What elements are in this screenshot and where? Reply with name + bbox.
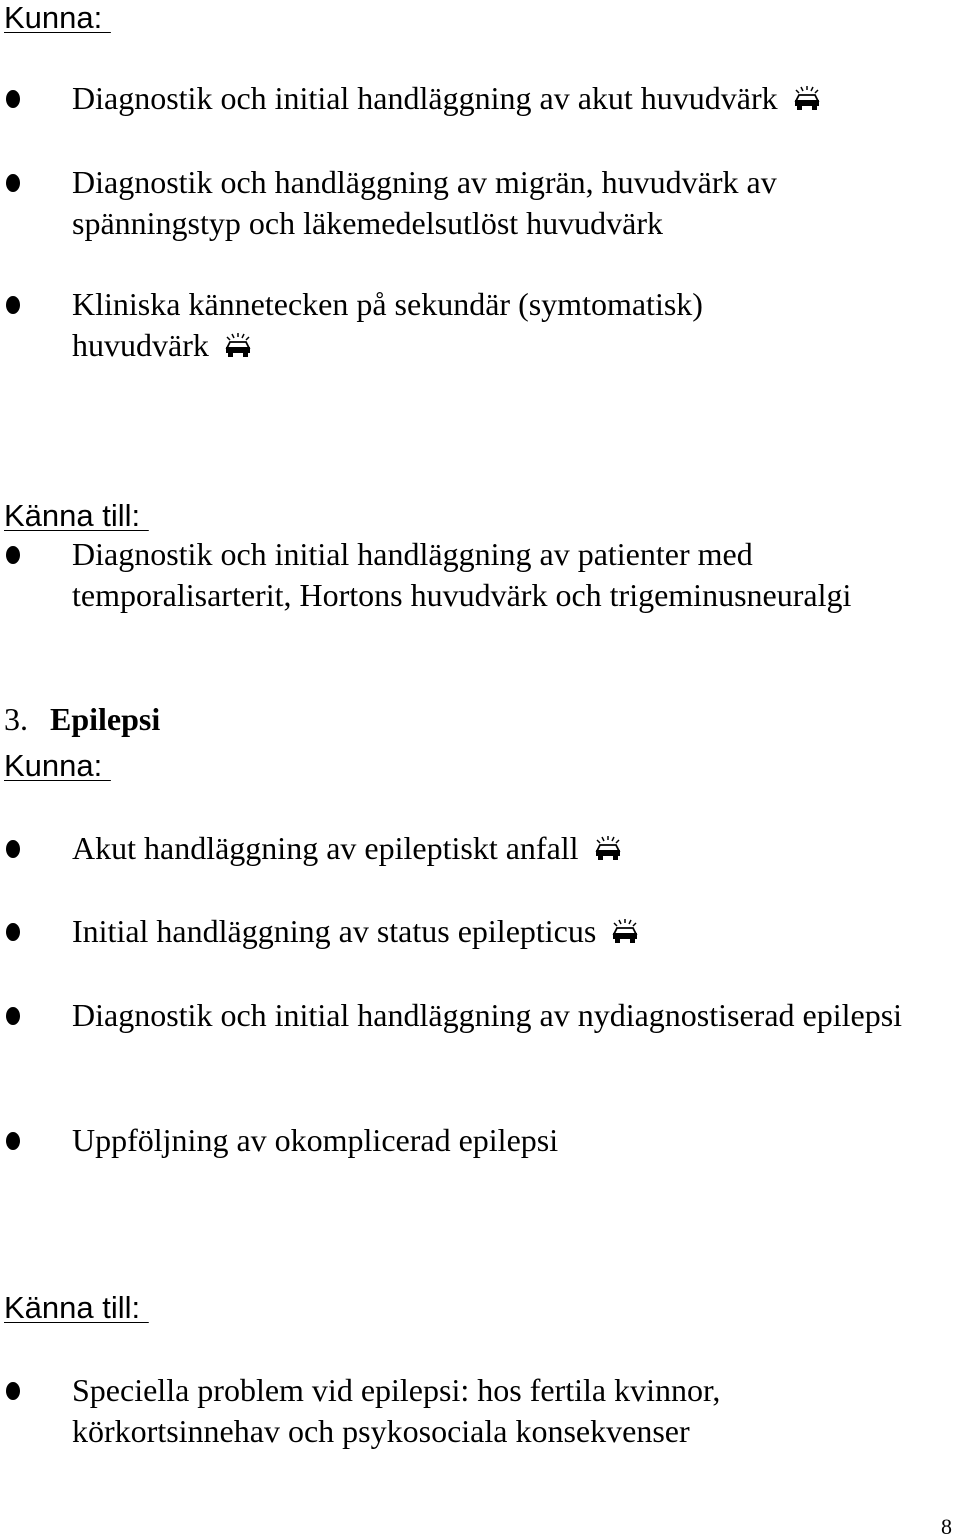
list-item xyxy=(72,534,892,616)
list-item-text: Speciella problem vid epilepsi: hos fertila kvinnor, körkortsinnehav och psykosociala konsekvenser xyxy=(72,1372,721,1449)
list-item xyxy=(72,1120,952,1161)
list-item xyxy=(72,162,952,244)
bullet xyxy=(6,546,20,564)
ambulance-icon xyxy=(593,835,623,861)
page-number: 8 xyxy=(941,1514,952,1539)
list-item xyxy=(72,828,952,869)
section-label-kunna: Kunna: xyxy=(4,0,111,35)
ambulance-icon xyxy=(223,332,253,358)
list-item-text: Diagnostik och initial handläggning av nydiagnostiserad epilepsi xyxy=(72,997,903,1033)
list-item xyxy=(72,284,832,366)
list-item-text: Kliniska kännetecken på sekundär (symtomatisk) huvudvärk xyxy=(72,286,703,363)
bullet xyxy=(6,296,20,314)
list-item-text: Diagnostik och handläggning av migrän, huvudvärk av spänningstyp och läkemedelsutlöst huvudvärk xyxy=(72,164,777,241)
bullet xyxy=(6,90,20,108)
list-item xyxy=(72,78,952,119)
section-label-kanna-till: Känna till: xyxy=(4,498,149,533)
list-item xyxy=(72,1370,872,1452)
list-item xyxy=(72,911,952,952)
list-item xyxy=(72,995,952,1036)
list-item-text: Initial handläggning av status epilepticus xyxy=(72,913,597,949)
heading-number: 3. xyxy=(4,701,28,737)
list-item-text: Diagnostik och initial handläggning av akut huvudvärk xyxy=(72,80,778,116)
section-heading xyxy=(4,700,160,738)
ambulance-icon xyxy=(610,918,640,944)
section-label-kanna-till: Känna till: xyxy=(4,1290,149,1325)
bullet xyxy=(6,1007,20,1025)
list-item-text: Diagnostik och initial handläggning av patienter med temporalisarterit, Hortons huvudvärk och trigeminusneuralgi xyxy=(72,536,852,613)
heading-title: Epilepsi xyxy=(50,701,161,737)
bullet xyxy=(6,174,20,192)
bullet xyxy=(6,1382,20,1400)
list-item-text: Akut handläggning av epileptiskt anfall xyxy=(72,830,579,866)
bullet xyxy=(6,840,20,858)
bullet xyxy=(6,1132,20,1150)
ambulance-icon xyxy=(792,85,822,111)
list-item-text: Uppföljning av okomplicerad epilepsi xyxy=(72,1122,559,1158)
bullet xyxy=(6,923,20,941)
section-label-kunna: Kunna: xyxy=(4,748,111,783)
